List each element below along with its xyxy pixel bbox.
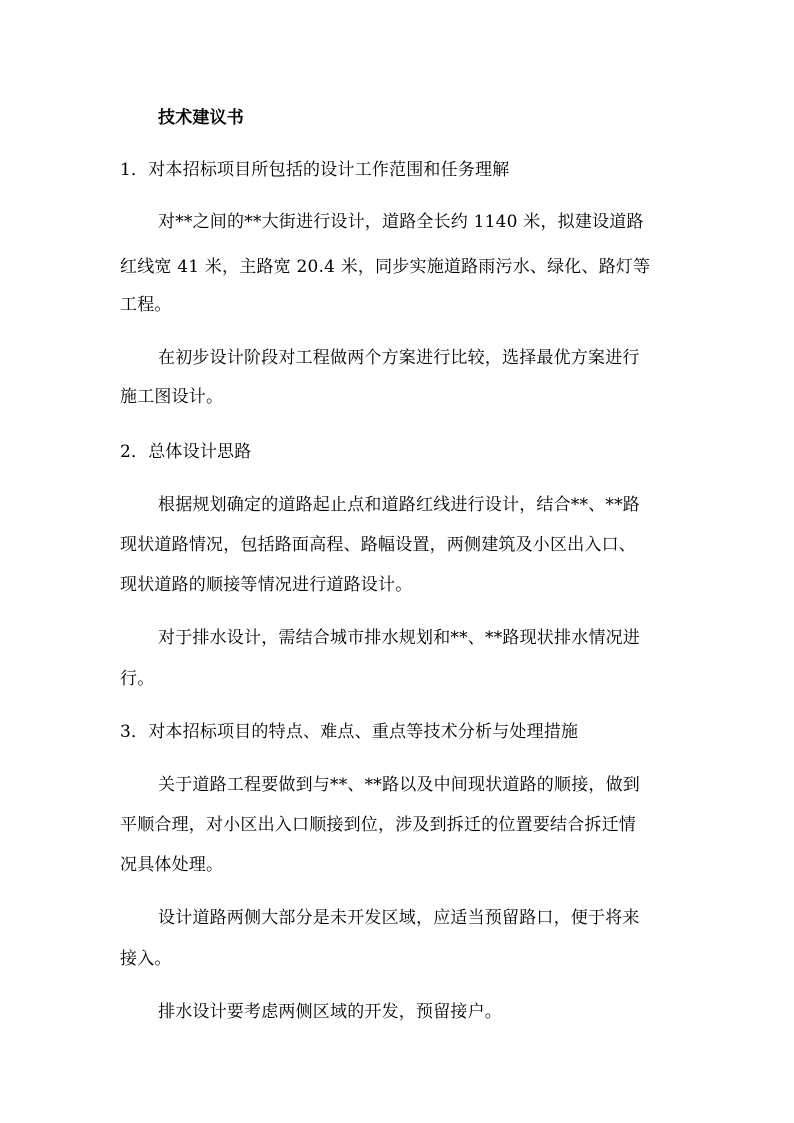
section-1-para-1-line-1: 对**之间的**大街进行设计，道路全长约 1140 米，拟建设道路 [158,212,644,232]
section-3-para-1-line-3: 况具体处理。 [120,855,224,875]
section-3-para-1-line-2: 平顺合理，对小区出入口顺接到位，涉及到拆迁的位置要结合拆迁情 [120,815,636,835]
section-2-para-1-line-1: 根据规划确定的道路起止点和道路红线进行设计，结合**、**路 [158,495,640,515]
section-1-para-2-line-2: 施工图设计。 [120,387,224,407]
section-2-para-2-line-2: 行。 [120,669,155,689]
section-2-para-1-line-2: 现状道路情况，包括路面高程、路幅设置，两侧建筑及小区出入口、 [120,535,636,555]
section-1-heading: 1．对本招标项目所包括的设计工作范围和任务理解 [120,160,510,180]
section-2-para-2-line-1: 对于排水设计，需结合城市排水规划和**、**路现状排水情况进 [158,628,640,648]
section-3-para-3-line-1: 排水设计要考虑两侧区域的开发，预留接户。 [158,1002,502,1022]
section-2-heading: 2．总体设计思路 [120,442,252,462]
section-3-para-1-line-1: 关于道路工程要做到与**、**路以及中间现状道路的顺接，做到 [158,775,640,795]
section-1-para-2-line-1: 在初步设计阶段对工程做两个方案进行比较，选择最优方案进行 [158,348,640,368]
section-3-para-2-line-2: 接入。 [120,949,172,969]
section-1-para-1-line-3: 工程。 [120,295,172,315]
section-3-heading: 3．对本招标项目的特点、难点、重点等技术分析与处理措施 [120,722,579,742]
section-3-para-2-line-1: 设计道路两侧大部分是未开发区域，应适当预留路口，便于将来 [158,908,640,928]
section-2-para-1-line-3: 现状道路的顺接等情况进行道路设计。 [120,575,413,595]
section-1-para-1-line-2: 红线宽 41 米，主路宽 20.4 米，同步实施道路雨污水、绿化、路灯等 [120,257,651,277]
document-title: 技术建议书 [158,108,244,128]
